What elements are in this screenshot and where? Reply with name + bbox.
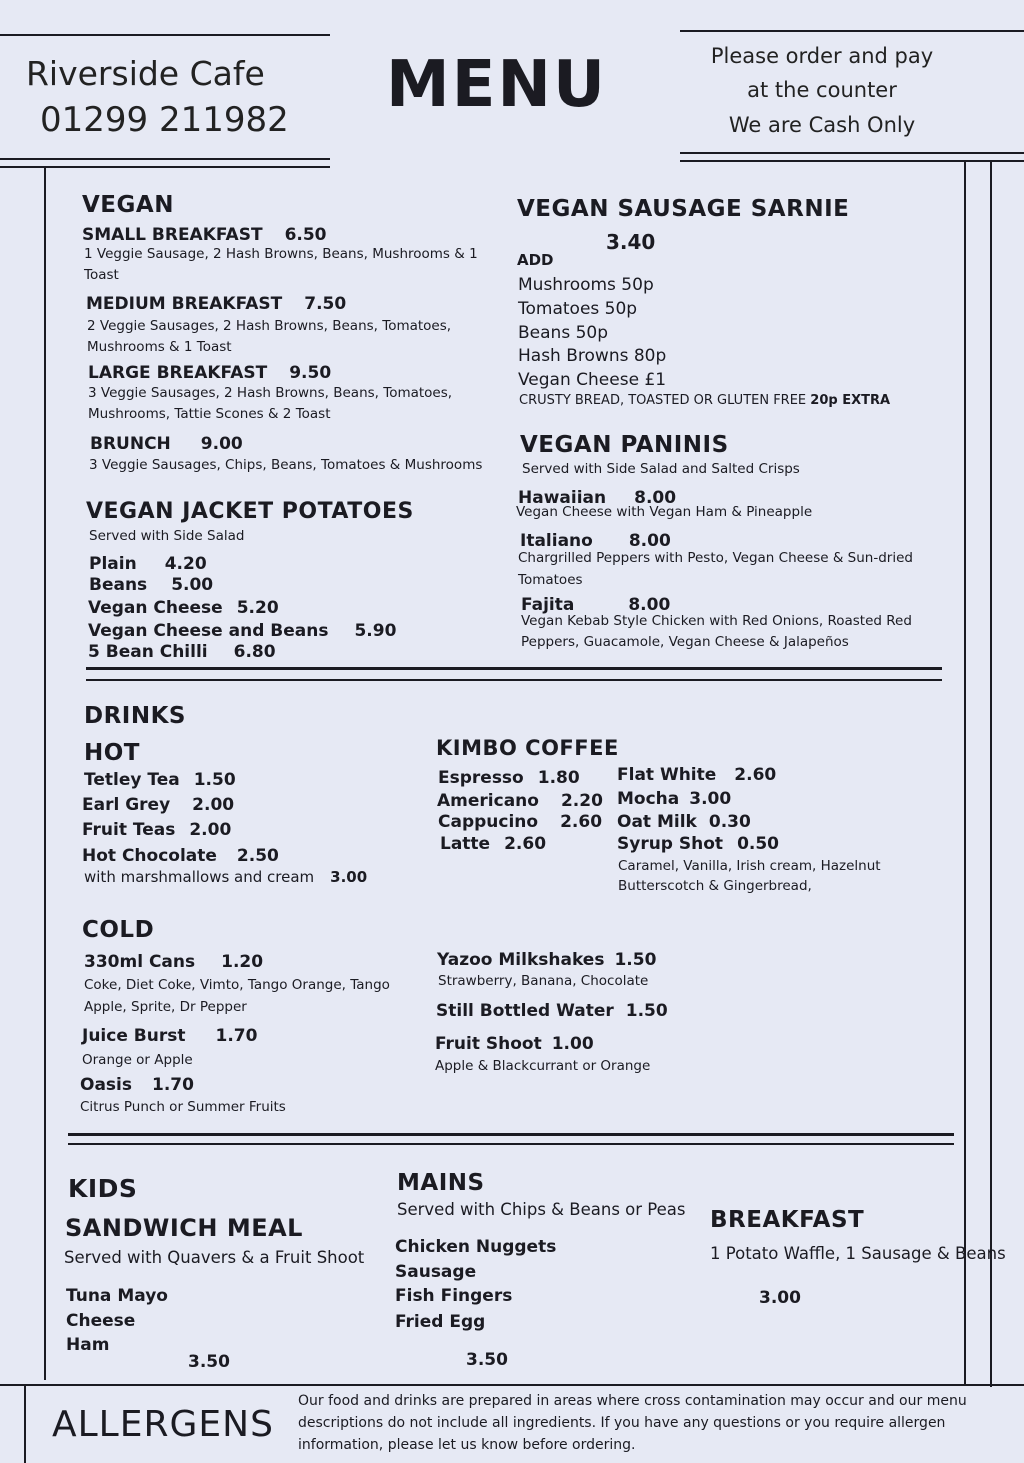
coffee-americano-name: Americano: [437, 791, 539, 811]
bread-note-text: CRUSTY BREAD, TOASTED OR GLUTEN FREE: [519, 393, 807, 408]
drink-earl-grey-name: Earl Grey: [82, 795, 171, 815]
drink-yazoo-price: 1.50: [614, 950, 657, 970]
jacket-beans: [89, 575, 213, 595]
addon-vegan-cheese: Vegan Cheese £1: [518, 370, 667, 390]
jacket-plain-price: 4.20: [164, 554, 207, 574]
bread-note: [519, 393, 890, 408]
sarnie-price: 3.40: [606, 230, 656, 254]
drink-earl-grey-price: 2.00: [192, 795, 235, 815]
coffee-espresso-price: 1.80: [537, 768, 580, 788]
small-breakfast-price: 6.50: [284, 225, 327, 245]
header-rule-right-2: [680, 160, 1024, 162]
coffee-flat-white-price: 2.60: [734, 765, 777, 785]
drink-fruit-shoot: [435, 1034, 594, 1054]
brunch-name: BRUNCH: [90, 434, 171, 454]
jacket-vegan-cheese-name: Vegan Cheese: [88, 598, 223, 618]
cold-title: COLD: [82, 917, 155, 943]
drink-cans: [84, 952, 263, 972]
order-note-line-1: Please order and pay: [710, 44, 934, 68]
medium-breakfast-price: 7.50: [304, 294, 347, 314]
jacket-cheese-beans-price: 5.90: [354, 621, 397, 641]
kids-breakfast-price: 3.00: [759, 1288, 801, 1308]
panini-italiano-desc-2: Tomatoes: [518, 572, 583, 588]
coffee-cappucino-price: 2.60: [560, 812, 603, 832]
coffee-syrup-shot-price: 0.50: [737, 834, 780, 854]
allergen-separator: [24, 1386, 26, 1463]
vegan-drinks-divider-1: [86, 667, 942, 670]
drink-yazoo-name: Yazoo Milkshakes: [437, 950, 605, 970]
sandwich-cheese: Cheese: [66, 1311, 136, 1331]
drink-fruit-shoot-desc: Apple & Blackcurrant or Orange: [435, 1058, 651, 1074]
mains-sausage: Sausage: [395, 1262, 477, 1282]
sarnie-add-label: ADD: [517, 251, 554, 269]
frame-right: [964, 162, 966, 1384]
drink-juice-burst-name: Juice Burst: [82, 1026, 186, 1046]
bread-note-extra: 20p EXTRA: [810, 393, 891, 408]
vegan-drinks-divider-2: [86, 679, 942, 681]
coffee-oat-milk: [617, 812, 751, 832]
coffee-latte-name: Latte: [440, 834, 491, 854]
jacket-vegan-cheese: [88, 598, 279, 618]
coffee-americano: [437, 791, 603, 811]
jacket-cheese-beans: [88, 621, 396, 641]
cafe-name: Riverside Cafe: [26, 54, 265, 93]
drink-juice-burst: [82, 1026, 257, 1046]
kids-title: KIDS: [68, 1174, 138, 1203]
addon-hash-browns: Hash Browns 80p: [518, 346, 667, 366]
coffee-cappucino-name: Cappucino: [438, 812, 539, 832]
syrup-flavours-2: Butterscotch & Gingerbread,: [618, 878, 812, 894]
drink-hot-chocolate-price: 2.50: [236, 846, 279, 866]
cafe-phone: 01299 211982: [40, 100, 289, 140]
coffee-syrup-shot-name: Syrup Shot: [617, 834, 724, 854]
brunch-desc: 3 Veggie Sausages, Chips, Beans, Tomatoes & Mushrooms: [89, 457, 483, 473]
drink-oasis-desc: Citrus Punch or Summer Fruits: [80, 1099, 286, 1115]
drink-oasis: [80, 1075, 194, 1095]
panini-italiano-name: Italiano: [520, 531, 593, 551]
coffee-flat-white: [617, 765, 776, 785]
allergens-title: ALLERGENS: [52, 1404, 274, 1445]
kids-breakfast-title: BREAKFAST: [710, 1207, 865, 1233]
drink-juice-burst-price: 1.70: [215, 1026, 258, 1046]
drink-water-price: 1.50: [625, 1001, 668, 1021]
jacket-plain: [89, 554, 207, 574]
drink-cans-desc-1: Coke, Diet Coke, Vimto, Tango Orange, Tango: [84, 977, 390, 993]
jacket-chilli-price: 6.80: [233, 642, 276, 662]
hot-choc-extra-price: 3.00: [330, 868, 368, 886]
jacket-chilli-name: 5 Bean Chilli: [88, 642, 208, 662]
large-breakfast: [88, 363, 331, 383]
medium-breakfast-desc-2: Mushrooms & 1 Toast: [87, 339, 232, 355]
drink-fruit-teas-name: Fruit Teas: [82, 820, 176, 840]
drink-hot-chocolate-name: Hot Chocolate: [82, 846, 217, 866]
header-rule-left-1: [0, 158, 330, 160]
medium-breakfast-desc-1: 2 Veggie Sausages, 2 Hash Browns, Beans, Tomatoes,: [87, 318, 452, 334]
panini-fajita-price: 8.00: [628, 595, 671, 615]
drink-oasis-name: Oasis: [80, 1075, 132, 1095]
order-note-line-3: We are Cash Only: [728, 113, 916, 137]
panini-fajita-name: Fajita: [521, 595, 575, 615]
coffee-espresso-name: Espresso: [438, 768, 524, 788]
coffee-latte: [440, 834, 546, 854]
jacket-beans-name: Beans: [89, 575, 148, 595]
panini-hawaiian-desc: Vegan Cheese with Vegan Ham & Pineapple: [516, 504, 813, 520]
addon-mushrooms: Mushrooms 50p: [518, 275, 654, 295]
large-breakfast-desc-1: 3 Veggie Sausages, 2 Hash Browns, Beans, Tomatoes,: [88, 385, 453, 401]
menu-title: MENU: [386, 48, 607, 122]
coffee-mocha: [617, 789, 731, 809]
mains-subtitle: Served with Chips & Beans or Peas: [397, 1200, 686, 1219]
jacket-cheese-beans-name: Vegan Cheese and Beans: [88, 621, 329, 641]
small-breakfast-name: SMALL BREAKFAST: [82, 225, 263, 245]
small-breakfast-desc-2: Toast: [84, 267, 119, 283]
panini-hawaiian-price: 8.00: [634, 488, 677, 508]
small-breakfast-desc-1: 1 Veggie Sausage, 2 Hash Browns, Beans, Mushrooms & 1: [84, 246, 478, 262]
paninis-title: VEGAN PANINIS: [520, 432, 729, 458]
addon-beans: Beans 50p: [518, 323, 608, 343]
drink-tetley: [84, 770, 236, 790]
mains-fish-fingers: Fish Fingers: [395, 1286, 513, 1306]
sandwich-tuna: Tuna Mayo: [66, 1286, 168, 1306]
hot-choc-extra: [84, 868, 367, 886]
drink-earl-grey: [82, 795, 234, 815]
jacket-vegan-cheese-price: 5.20: [236, 598, 279, 618]
drink-cans-price: 1.20: [221, 952, 264, 972]
coffee-title: KIMBO COFFEE: [436, 736, 619, 760]
coffee-syrup-shot: [617, 834, 779, 854]
drinks-kids-divider-1: [68, 1133, 954, 1136]
coffee-latte-price: 2.60: [504, 834, 547, 854]
panini-fajita-desc-2: Peppers, Guacamole, Vegan Cheese & Jalapeños: [521, 634, 849, 650]
panini-italiano-desc-1: Chargrilled Peppers with Pesto, Vegan Cheese & Sun-dried: [518, 550, 913, 566]
large-breakfast-name: LARGE BREAKFAST: [88, 363, 268, 383]
mains-fried-egg: Fried Egg: [395, 1312, 486, 1332]
drink-fruit-shoot-price: 1.00: [551, 1034, 594, 1054]
jacket-plain-name: Plain: [89, 554, 137, 574]
drinks-title: DRINKS: [84, 703, 186, 729]
paninis-subtitle: Served with Side Salad and Salted Crisps: [522, 461, 800, 477]
coffee-cappucino: [438, 812, 602, 832]
mains-title: MAINS: [397, 1170, 485, 1196]
coffee-mocha-name: Mocha: [617, 789, 680, 809]
coffee-oat-milk-name: Oat Milk: [617, 812, 697, 832]
drink-hot-chocolate: [82, 846, 279, 866]
panini-fajita-desc-1: Vegan Kebab Style Chicken with Red Onions, Roasted Red: [521, 613, 912, 629]
coffee-mocha-price: 3.00: [689, 789, 732, 809]
mains-price: 3.50: [466, 1350, 508, 1370]
allergens-text: Our food and drinks are prepared in areas where cross contamination may occur and our menu descriptions do not include all ingredients. If you have any questions or you require allergen information, please let us know before ordering.: [298, 1393, 967, 1453]
brunch-price: 9.00: [200, 434, 243, 454]
small-breakfast: [82, 225, 327, 245]
drink-fruit-teas-price: 2.00: [189, 820, 232, 840]
jacket-subtitle: Served with Side Salad: [89, 528, 245, 544]
jacket-beans-price: 5.00: [171, 575, 214, 595]
vegan-title: VEGAN: [82, 192, 174, 218]
sarnie-title: VEGAN SAUSAGE SARNIE: [517, 196, 850, 222]
order-note-line-2: at the counter: [747, 78, 897, 102]
panini-hawaiian-name: Hawaiian: [518, 488, 607, 508]
drink-juice-burst-desc: Orange or Apple: [82, 1052, 193, 1068]
drink-cans-desc-2: Apple, Sprite, Dr Pepper: [84, 999, 247, 1015]
sandwich-subtitle: Served with Quavers & a Fruit Shoot: [64, 1248, 365, 1267]
hot-choc-extra-text: with marshmallows and cream: [84, 868, 315, 886]
medium-breakfast-name: MEDIUM BREAKFAST: [86, 294, 283, 314]
panini-italiano-price: 8.00: [628, 531, 671, 551]
addon-tomatoes: Tomatoes 50p: [518, 299, 638, 319]
coffee-flat-white-name: Flat White: [617, 765, 717, 785]
drink-cans-name: 330ml Cans: [84, 952, 196, 972]
medium-breakfast: [86, 294, 346, 314]
coffee-oat-milk-price: 0.30: [708, 812, 751, 832]
drinks-kids-divider-2: [68, 1143, 954, 1145]
sandwich-title: SANDWICH MEAL: [65, 1214, 303, 1242]
allergen-top-rule: [0, 1384, 1024, 1386]
jacket-chilli: [88, 642, 276, 662]
coffee-americano-price: 2.20: [560, 791, 603, 811]
coffee-espresso: [438, 768, 580, 788]
drink-yazoo-desc: Strawberry, Banana, Chocolate: [438, 973, 649, 989]
drink-tetley-name: Tetley Tea: [84, 770, 180, 790]
drink-tetley-price: 1.50: [193, 770, 236, 790]
drink-yazoo: [437, 950, 656, 970]
brunch: [90, 434, 243, 454]
jacket-title: VEGAN JACKET POTATOES: [86, 499, 414, 524]
drink-oasis-price: 1.70: [152, 1075, 194, 1095]
frame-left: [44, 168, 46, 1380]
header-rule-left-2: [0, 166, 330, 168]
hot-title: HOT: [84, 740, 140, 766]
drink-water-name: Still Bottled Water: [436, 1001, 614, 1021]
drink-water: [436, 1001, 668, 1021]
drink-fruit-teas: [82, 820, 231, 840]
drink-fruit-shoot-name: Fruit Shoot: [435, 1034, 542, 1054]
kids-breakfast-desc: 1 Potato Waffle, 1 Sausage & Beans: [710, 1244, 1006, 1263]
mains-nuggets: Chicken Nuggets: [395, 1237, 557, 1257]
frame-right-outer: [990, 162, 992, 1387]
top-left-rule: [0, 34, 330, 36]
header-rule-right-1: [680, 152, 1024, 154]
sandwich-price: 3.50: [188, 1352, 230, 1372]
large-breakfast-price: 9.50: [289, 363, 332, 383]
top-right-rule: [680, 30, 1024, 32]
large-breakfast-desc-2: Mushrooms, Tattie Scones & 2 Toast: [88, 406, 331, 422]
sandwich-ham: Ham: [66, 1335, 110, 1355]
syrup-flavours-1: Caramel, Vanilla, Irish cream, Hazelnut: [618, 858, 881, 874]
